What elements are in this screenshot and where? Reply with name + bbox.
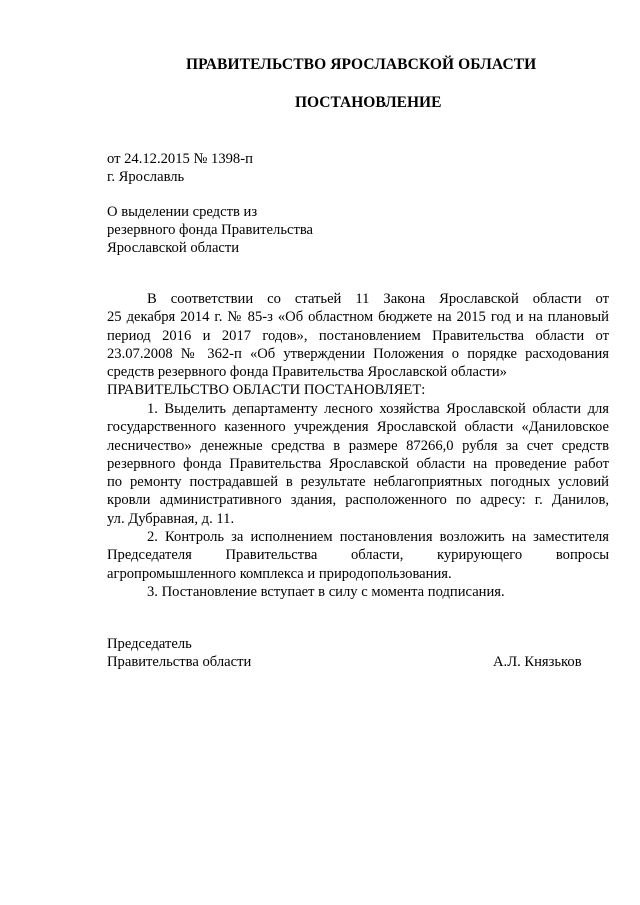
- signatory-name: А.Л. Князьков: [493, 654, 582, 670]
- item-3: [107, 583, 609, 601]
- preamble: [107, 290, 609, 400]
- item-line: агропромышленного комплекса и природопользования.: [107, 565, 452, 582]
- item-line: кровли административного здания, расположенного по адресу: г. Данилов,: [107, 492, 609, 509]
- date-number: от 24.12.2015 № 1398-п: [107, 151, 253, 167]
- item-line: государственного казенного учреждения Ярославской области «Даниловское: [107, 419, 609, 436]
- city: г. Ярославль: [107, 169, 185, 185]
- item-1: [107, 400, 609, 528]
- signature-title: [107, 635, 251, 671]
- signature-title-line-1: Председатель: [107, 636, 192, 652]
- item-line: резервного фонда Правительства Ярославской области на проведение работ: [107, 455, 609, 472]
- subject-line-2: резервного фонда Правительства: [107, 222, 314, 238]
- preamble-line: средств резервного фонда Правительства Ярославской области»: [107, 364, 507, 381]
- decree-statement: ПРАВИТЕЛЬСТВО ОБЛАСТИ ПОСТАНОВЛЯЕТ:: [107, 382, 426, 399]
- preamble-line: 23.07.2008 № 362-п «Об утверждении Положения о порядке расходования: [107, 345, 609, 362]
- item-line: 2. Контроль за исполнением постановления возложить на заместителя: [147, 529, 609, 545]
- preamble-line: 25 декабря 2014 г. № 85-з «Об областном бюджете на 2015 год и на плановый: [107, 309, 609, 326]
- item-line: 3. Постановление вступает в силу с момента подписания.: [147, 584, 505, 600]
- item-line: лесничество» денежные средства в размере 87266,0 рубля за счет средств: [107, 437, 609, 454]
- item-line: 1. Выделить департаменту лесного хозяйства Ярославской области для: [147, 401, 609, 417]
- preamble-line: период 2016 и 2017 годов», постановлением Правительства области от: [107, 327, 609, 344]
- item-line: ул. Дубравная, д. 11.: [107, 510, 235, 527]
- document-type-title: ПОСТАНОВЛЕНИЕ: [295, 94, 442, 111]
- signature-title-line-2: Правительства области: [107, 654, 252, 670]
- item-line: Председателя Правительства области, курирующего вопросы: [107, 547, 609, 564]
- subject-line-3: Ярославской области: [107, 240, 240, 256]
- item-2: [107, 528, 609, 583]
- government-header: ПРАВИТЕЛЬСТВО ЯРОСЛАВСКОЙ ОБЛАСТИ: [186, 56, 537, 73]
- item-line: по ремонту пострадавшей в результате неблагоприятных погодных условий: [107, 474, 609, 491]
- subject-line-1: О выделении средств из: [107, 204, 258, 220]
- preamble-line: В соответствии со статьей 11 Закона Ярославской области от: [147, 291, 609, 307]
